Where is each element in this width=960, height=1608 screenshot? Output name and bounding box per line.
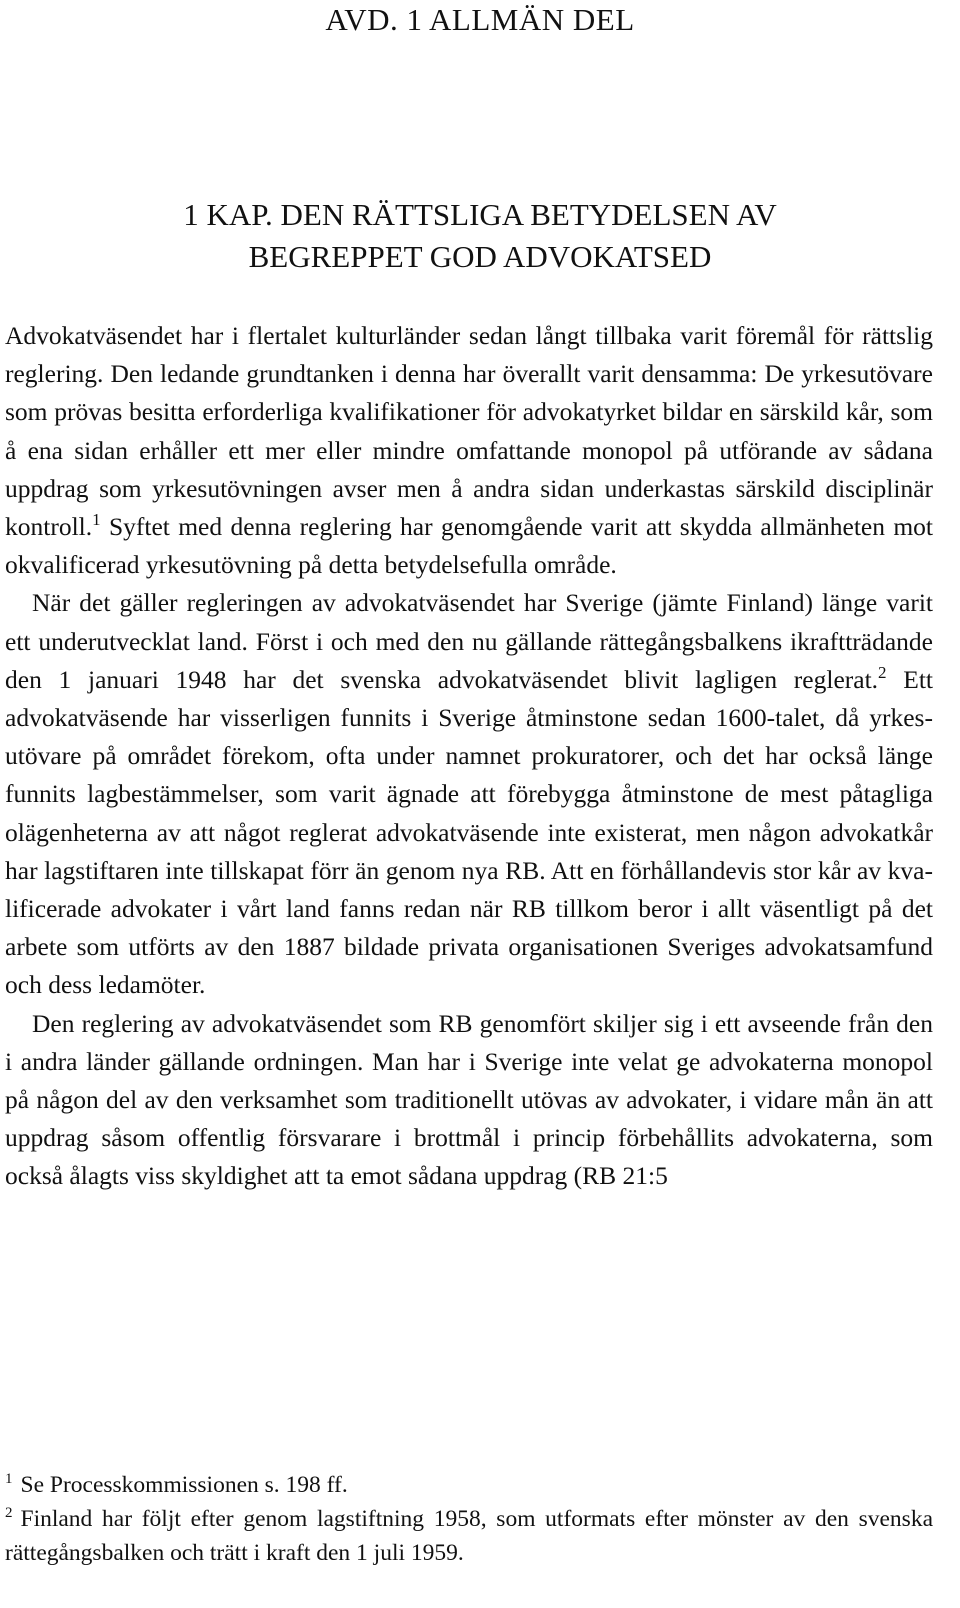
paragraph-2-text-a: När det gäller regleringen av advokatväsendet har Sverige (jämte Finland) länge varit ett underutvecklat land. Först i och med den nu gällande rättegångsbalkens ikraftträdande den 1 januari 1948 har det svenska advokatväsendet blivit lagligen reglerat.: [5, 588, 933, 694]
footnote-2-text: Finland har följt efter genom lagstiftning 1958, som utformats efter mönster av den svenska rättegångsbalken och trätt i kraft den 1 juli 1959.: [5, 1506, 933, 1566]
footnote-reference-1[interactable]: 1: [92, 510, 101, 530]
paragraph-1-text-b: Syftet med denna reglering har genomgående varit att skydda allmänheten mot okvalificerad yrkesutövning på detta betydelsefulla område.: [5, 512, 933, 580]
footnote-number-1: 1: [5, 1471, 13, 1487]
footnote-1: [5, 1468, 933, 1502]
footnotes: [5, 1468, 933, 1570]
chapter-heading-line-2: BEGREPPET GOD ADVOKATSED: [248, 239, 712, 274]
paragraph-3: Den reglering av advokatväsendet som RB genomfört skiljer sig i ett avseende från den i andra länder gällande ordningen. Man har i Sverige inte velat ge advokaterna monopol på någon del av den verksamhet som traditionellt utövas av advokater, i vidare mån än att uppdrag såsom offentlig försvarare i brottmål i princip förbehållits advokaterna, som också ålagts viss skyldighet att ta emot sådana uppdrag (RB 21:5: [5, 1008, 933, 1191]
paragraph-1: [5, 317, 933, 584]
chapter-heading-line-1: 1 KAP. DEN RÄTTSLIGA BETYDELSEN AV: [183, 197, 777, 232]
body-text: [5, 317, 933, 1196]
footnote-1-text: Se Processkommissionen s. 198 ff.: [20, 1472, 348, 1498]
paragraph-2: [5, 584, 933, 1004]
footnote-reference-2[interactable]: 2: [878, 662, 887, 682]
paragraph-2-text-b: Ett advokatväsende har visserligen funnits i Sverige åtminstone sedan 1600-talet, då yrkesutövare på området förekom, ofta under namnet prokuratorer, och det har också länge funnits lagbestämmelser, som varit ägnade att förebygga åtminstone de mest påtagliga olägenheterna av att något reglerat advokatväsende inte existerat, men någon advokatkår har lagstiftaren inte tillskapat förr än genom nya RB. Att en förhållandevis stor kår av kvalificerade advokater i vårt land fanns redan när RB tillkom beror i allt väsentligt på det arbete som utförts av den 1887 bildade privata organisationen Sveriges advokatsamfund och dess ledamöter.: [5, 664, 933, 1000]
footnote-number-2: 2: [5, 1505, 13, 1521]
paragraph-1-text-a: Advokatväsendet har i flertalet kulturländer sedan långt tillbaka varit föremål för rättslig reglering. Den ledande grundtanken i denna har överallt varit densamma: De yrkesutövare som prövas besitta erforderliga kvalifikationer för advokatyrket bildar en särskild kår, som å ena sidan erhåller ett mer eller mindre omfattande monopol på utförande av sådana uppdrag som yrkesutövningen avser men å andra sidan underkastas särskild disciplinär kontroll.: [5, 321, 933, 542]
part-heading: AVD. 1 ALLMÄN DEL: [325, 2, 635, 37]
chapter-heading: [0, 194, 960, 278]
footnote-2: [5, 1502, 933, 1570]
